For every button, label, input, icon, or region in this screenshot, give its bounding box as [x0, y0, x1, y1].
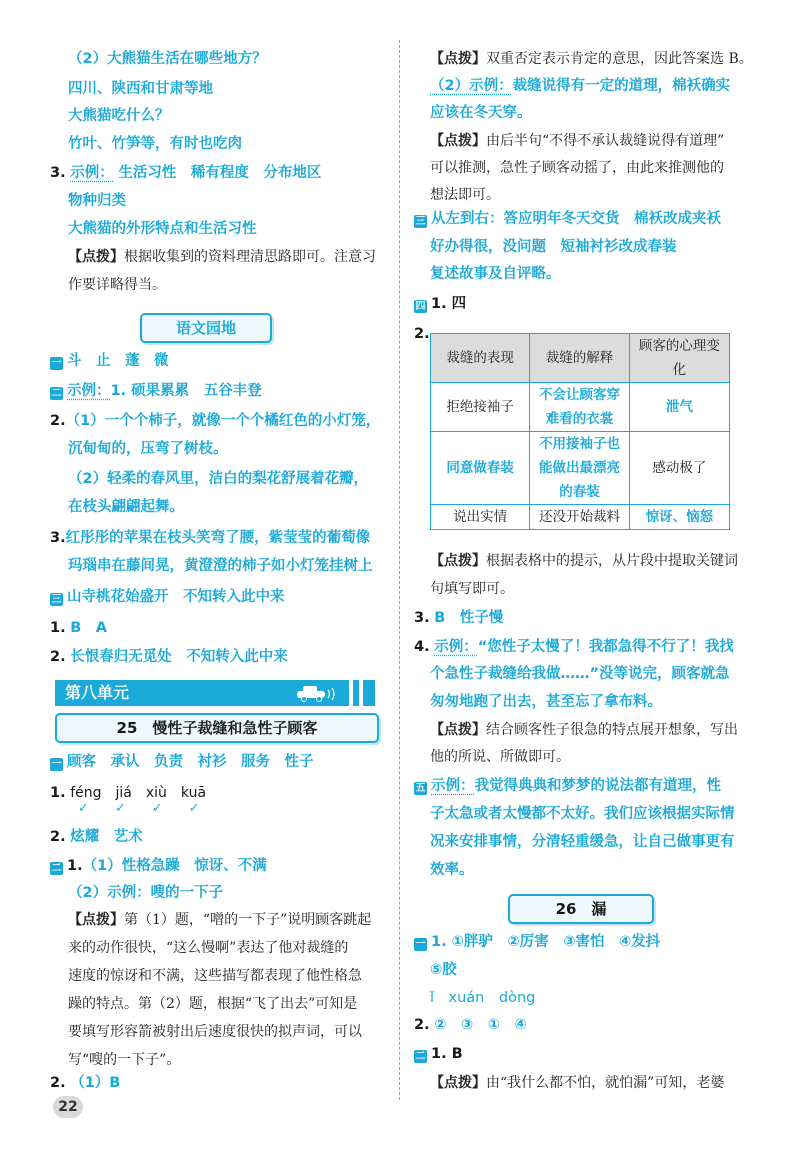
table-cell: 不会让顾客穿难看的衣裳	[530, 383, 629, 432]
answer-text: 子太急或者太慢都不太好。我们应该根据实际情	[430, 806, 735, 822]
item-number: 3.	[50, 165, 66, 181]
example-label: 示例：	[434, 639, 478, 655]
section-mark-icon: 一	[51, 358, 62, 369]
section-mark-icon: 二	[415, 1051, 426, 1062]
tip-text: 来的动作很快，“这么慢啊”表达了他对裁缝的	[68, 940, 349, 956]
item-number: 4.	[414, 639, 430, 655]
answer-line	[414, 1012, 527, 1038]
section-mark-icon: 三	[415, 216, 426, 227]
table-cell: 感动极了	[629, 432, 729, 505]
answer-text: ② ③ ① ④	[434, 1017, 527, 1033]
answer-line	[50, 525, 370, 551]
table-cell: 不用接袖子也能做出最漂亮的春装	[530, 432, 629, 505]
pinyin-text: féng jiá xiù kuā	[70, 785, 207, 801]
column-divider	[399, 40, 400, 1100]
tip-label: 【点拨】	[430, 51, 486, 67]
tip-line	[430, 548, 738, 574]
answer-line	[50, 824, 143, 850]
tip-line	[430, 46, 753, 72]
answer-line	[50, 749, 314, 775]
answer-line	[50, 348, 169, 374]
answer-text: 大熊猫的外形特点和生活习性	[68, 221, 257, 237]
check-icon: ✓ ✓ ✓ ✓	[78, 801, 200, 816]
section-mark-icon: 三	[51, 594, 62, 605]
tip-text: 要填写形容箭被射出后速度很快的拟声词，可以	[68, 1024, 362, 1040]
lesson-title: 26 漏	[508, 894, 654, 924]
answer-line	[414, 1041, 463, 1067]
example-label: （2）示例：	[430, 78, 513, 94]
answer-text: 生活习性 稀有程度 分布地区	[118, 165, 322, 181]
answer-text: （1）B	[70, 1075, 121, 1091]
section-mark-icon: 二	[51, 863, 62, 874]
answer-text: 应该在冬天穿。	[430, 105, 532, 121]
answer-text: 效率。	[430, 862, 474, 878]
answer-text: 从左到右：答应明年冬天交货 棉袄改成夹袄	[431, 211, 721, 227]
item-number: 2.	[414, 326, 430, 342]
tip-text: 结合顾客性子很急的特点展开想象，写出	[486, 722, 738, 738]
answer-line	[414, 634, 734, 660]
section-mark-icon: 一	[51, 759, 62, 770]
answer-text: 况来安排事情，分清轻重缓急，让自己做事更有	[430, 834, 735, 850]
answer-text: 个急性子裁缝给我做……”没等说完，顾客就急	[430, 666, 730, 682]
tip-text: 由后半句“不得不承认裁缝说得有道理”	[486, 133, 725, 149]
answer-text: 好办得很，没问题 短袖衬衫改成春装	[430, 239, 677, 255]
answer-text: 斗 止 蓬 微	[67, 353, 169, 369]
answer-text: 物种归类	[68, 193, 126, 209]
example-label: 示例：	[431, 778, 475, 794]
question-text: 大熊猫吃什么？	[68, 108, 170, 124]
answer-text: 长恨春归无觅处 不知转入此中来	[70, 649, 288, 665]
answer-line	[50, 160, 321, 186]
tip-line	[430, 128, 724, 154]
answer-line	[414, 206, 721, 232]
answer-line	[50, 615, 107, 641]
answer-text: 复述故事及自评略。	[430, 266, 561, 282]
item-number: 2.	[50, 649, 66, 665]
banner-stripe	[349, 680, 353, 706]
tip-label: 【点拨】	[430, 553, 486, 569]
answer-line	[50, 644, 288, 670]
tip-text: 可以推测，急性子顾客动摇了，由此来推测他的	[430, 160, 724, 176]
table-cell: 泄气	[629, 383, 729, 432]
answer-text: 我觉得典典和梦梦的说法都有道理，性	[474, 778, 721, 794]
table-header-row	[431, 334, 730, 383]
tip-text: 作要详略得当。	[68, 277, 166, 293]
table-row	[431, 383, 730, 432]
table-row	[431, 432, 730, 505]
answer-line	[414, 605, 503, 631]
section-title: 语文园地	[140, 313, 272, 343]
table-header: 裁缝的表现	[431, 334, 530, 383]
unit-title: 第八单元	[65, 683, 130, 702]
item-number: 3.	[414, 610, 430, 626]
answer-text: “您性子太慢了！我都急得不行了！我找	[477, 639, 734, 655]
answer-text: 红彤彤的苹果在枝头笑弯了腰，紫莹莹的葡萄像	[65, 530, 371, 546]
answer-text: （2）轻柔的春风里，洁白的梨花舒展着花瓣，	[68, 471, 369, 487]
tip-label: 【点拨】	[68, 912, 124, 928]
section-mark-icon: 二	[51, 388, 62, 399]
page-number: 22	[53, 1096, 83, 1118]
tip-label: 【点拨】	[430, 722, 486, 738]
answer-line	[50, 853, 267, 879]
answer-text: 1. 硕果累累 五谷丰登	[110, 383, 262, 399]
item-number: 1.	[50, 785, 66, 801]
answer-text: 玛瑙串在藤间晃，黄澄澄的柿子如小灯笼挂树上	[68, 558, 373, 574]
tip-label: 【点拨】	[430, 133, 486, 149]
answer-line	[414, 291, 466, 317]
tip-text: 根据收集到的资料理清思路即可。注意习	[124, 249, 376, 265]
tip-line	[430, 717, 738, 743]
tip-text: 写“嗖的一下子”。	[68, 1052, 181, 1068]
tip-text: 躁的特点。第（2）题，根据“飞了出去”可知是	[68, 996, 358, 1012]
tip-line	[68, 244, 376, 270]
answer-text: ⑤胶	[430, 962, 457, 978]
answer-text: B A	[70, 620, 107, 636]
tip-text: 由“我什么都不怕，就怕漏”可知，老婆	[486, 1075, 725, 1091]
answer-text: 1. 四	[431, 296, 467, 312]
item-number: 1.	[50, 620, 66, 636]
table-header: 顾客的心理变化	[629, 334, 729, 383]
tip-text: 双重否定表示肯定的意思，因此答案选 B。	[486, 51, 753, 67]
item-number: 2.	[50, 829, 66, 845]
section-mark-icon: 五	[415, 783, 426, 794]
answer-table	[430, 333, 730, 530]
answer-text: 炫耀 艺术	[70, 829, 143, 845]
tip-line	[430, 1070, 724, 1096]
example-label: 示例：	[70, 165, 114, 181]
answer-text: 1. B	[431, 1046, 463, 1062]
answer-line	[430, 73, 730, 99]
answer-line	[414, 773, 721, 799]
table-cell: 还没开始裁料	[530, 505, 629, 530]
pinyin-text: ǐ xuán dòng	[430, 990, 536, 1006]
answer-text: B 性子慢	[434, 610, 504, 626]
tip-label: 【点拨】	[430, 1075, 486, 1091]
answer-line	[50, 408, 380, 434]
answer-text: 在枝头翩翩起舞。	[68, 499, 184, 515]
table-cell: 同意做春装	[431, 432, 530, 505]
question-text: （2）大熊猫生活在哪些地方？	[68, 51, 267, 67]
table-cell: 说出实情	[431, 505, 530, 530]
answer-line	[50, 584, 285, 610]
answer-line	[50, 1070, 120, 1096]
answer-text: 竹叶、竹笋等，有时也吃肉	[68, 136, 242, 152]
answer-text: 裁缝说得有一定的道理，棉袄确实	[512, 78, 731, 94]
tip-text: 第（1）题，“噌的一下子”说明顾客跳起	[124, 912, 372, 928]
answer-line	[414, 929, 660, 955]
table-header: 裁缝的解释	[530, 334, 629, 383]
answer-text: 匆匆地跑了出去，甚至忘了拿布料。	[430, 694, 662, 710]
tip-text: 句填写即可。	[430, 581, 514, 597]
example-label: 示例：	[67, 383, 111, 399]
answer-text: （2）示例：嗖的一下子	[68, 885, 224, 901]
item-number: 1.	[67, 858, 83, 874]
tip-text: 根据表格中的提示，从片段中提取关键词	[486, 553, 738, 569]
answer-text: （1）性格急躁 惊讶、不满	[82, 858, 267, 874]
item-number: 2.	[50, 1075, 66, 1091]
answer-text: 山寺桃花始盛开 不知转入此中来	[67, 589, 285, 605]
car-icon	[295, 684, 339, 702]
answer-line	[50, 378, 262, 404]
tip-text: 想法即可。	[430, 187, 500, 203]
tip-text: 速度的惊讶和不满，这些描写都表现了他性格急	[68, 968, 362, 984]
banner-stripe	[359, 680, 363, 706]
tip-line	[68, 907, 371, 933]
section-mark-icon: 四	[415, 301, 426, 312]
answer-text: 四川、陕西和甘肃等地	[68, 81, 213, 97]
lesson-title: 25 慢性子裁缝和急性子顾客	[55, 713, 379, 743]
table-cell: 拒绝接袖子	[431, 383, 530, 432]
answer-text: 沉甸甸的，压弯了树枝。	[68, 441, 228, 457]
section-mark-icon: 一	[415, 939, 426, 950]
item-number: 3.	[50, 530, 66, 546]
tip-label: 【点拨】	[68, 249, 124, 265]
answer-text: 顾客 承认 负责 衬衫 服务 性子	[67, 754, 314, 770]
answer-text: （1）一个个柿子，就像一个个橘红色的小灯笼，	[65, 413, 381, 429]
table-row	[431, 505, 730, 530]
unit-banner	[55, 680, 375, 706]
answer-text: 1. ①胖驴 ②厉害 ③害怕 ④发抖	[431, 934, 661, 950]
item-number: 2.	[50, 413, 66, 429]
tip-text: 他的所说、所做即可。	[430, 749, 570, 765]
table-cell: 惊讶、恼怒	[629, 505, 729, 530]
item-number: 2.	[414, 1017, 430, 1033]
